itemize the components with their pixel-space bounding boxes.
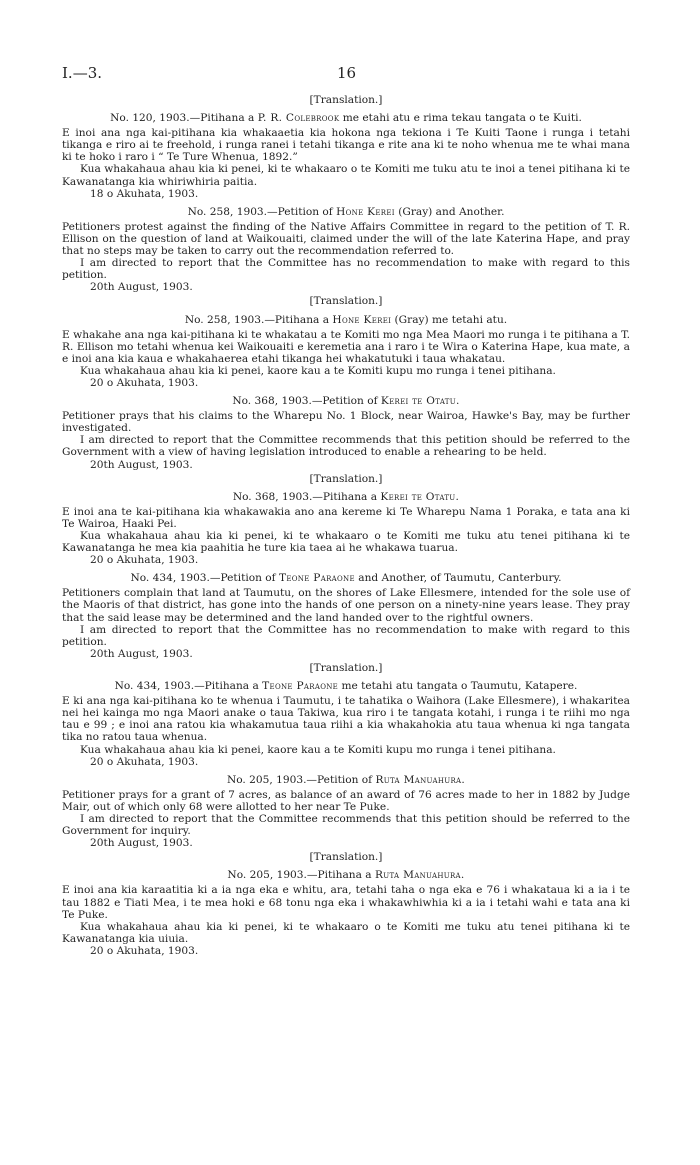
petition-paragraph: Petitioners complain that land at Taumutu, on the shores of Lake Ellesmere, intended for the sole use of the Maoris of that district, has gone into the hands of one person on a ninety-nine years lease. They pray that the said lease may be determined and the land handed over to the rightful owners.: [62, 587, 630, 624]
petition-paragraph: I am directed to report that the Committee recommends that this petition should be referred to the Government for inquiry.: [62, 812, 630, 838]
petition-section: [62, 206, 630, 294]
petition-paragraph: Kua whakahaua ahau kia ki penei, kaore kau a te Komiti kupu mo runga i tenei pitihana.: [80, 743, 556, 756]
petition-paragraph: E ki ana nga kai-pitihana ko te whenua i Taumutu, i te tahatika o Waihora (Lake Ellesmere), i whakaritea nei hei kainga mo nga Maori anake o taua Takiwa, kua riro i te tangata kotahi, i runga i te riihi mo nga tau e 99 ; e inoi ana ratou kia whakamutua taua riihi a kia whakahokia atu taua whenua ki nga tangata tika no ratou taua whenua.: [62, 695, 630, 744]
petitioner-name: Hone Kerei: [332, 313, 392, 326]
petition-heading: [62, 572, 630, 584]
petition-paragraph: Kua whakahaua ahau kia ki penei, ki te whakaaro o te Komiti me tuku atu tenei pitihana ki te Kawanatanga he mea kia paahitia he ture kia taea ai he whakawa tuarua.: [62, 530, 630, 555]
petition-section: [62, 572, 630, 660]
petition-paragraph: E inoi ana kia karaatitia ki a ia nga eka e whitu, ara, tetahi taha o nga eka e 76 i whakataua ki a ia i te tau 1882 e Tiati Mea, i te mea hoki e 68 tonu nga eka i whakawhiwhia ki a ia i tetahi wahi e tata ana ki Te Puke.: [62, 884, 630, 921]
translation-label: [Translation.]: [309, 94, 383, 106]
heading-suffix: (Gray) and Another.: [398, 205, 505, 218]
petition-paragraph: Kua whakahaua ahau kia ki penei, ki te whakaaro o te Komiti me tuku atu tenei pitihana ki te Kawanatanga kia uiuia.: [62, 920, 630, 945]
translation-label: [Translation.]: [309, 851, 383, 864]
petitioner-name: P. R. Colebrook: [257, 112, 340, 125]
petition-date: 20th August, 1903.: [90, 837, 193, 850]
petition-paragraph: I am directed to report that the Committee has no recommendation to make with regard to this petition.: [62, 257, 630, 282]
petition-section: [62, 395, 630, 471]
petition-date: 20 o Akuhata, 1903.: [90, 944, 199, 957]
petition-date: 20 o Akuhata, 1903.: [90, 376, 199, 389]
petitioner-name: Teone Paraone: [262, 680, 339, 693]
petition-date: 20 o Akuhata, 1903.: [90, 554, 199, 567]
heading-suffix: (Gray) me tetahi atu.: [394, 313, 508, 326]
petition-heading: [62, 314, 630, 326]
petition-paragraph: E inoi ana te kai-pitihana kia whakawakia ano ana kereme ki Te Wharepu Nama 1 Poraka, e tata ana ki Te Wairoa, Haaki Pei.: [62, 505, 630, 530]
petition-heading: [62, 395, 630, 407]
document-reference: I.—3.: [62, 64, 103, 82]
petition-paragraph: E whakahe ana nga kai-pitihana ki te whakatau a te Komiti mo nga Mea Maori mo runga i te pitihana a T. R. Ellison mo tetahi whenua kei Waikouaiti e keremetia ana i raro i te Wira o Katerina Hape, kua mate, a e inoi ana kia kaua e whakahaerea etahi tikanga hei whakatutuki i taua whakatau.: [62, 328, 630, 365]
petitioner-name: Hone Kerei: [336, 205, 395, 218]
petition-section: [62, 94, 630, 200]
page-number: 16: [337, 64, 357, 82]
heading-suffix: me tetahi atu tangata o Taumutu, Katapere.: [341, 680, 578, 693]
petition-paragraph: Petitioner prays for a grant of 7 acres, as balance of an award of 76 acres made to her in 1882 by Judge Mair, out of which only 68 were allotted to her near Te Puke.: [62, 788, 630, 813]
heading-prefix: No. 205, 1903.—Petition of: [226, 773, 373, 786]
heading-prefix: No. 434, 1903.—Petition of: [130, 572, 276, 585]
petition-section: [62, 662, 630, 768]
petition-date: 20th August, 1903.: [90, 458, 193, 471]
petition-heading: [62, 491, 630, 503]
petition-heading: [62, 206, 630, 218]
petition-date: 20th August, 1903.: [90, 647, 193, 660]
petition-date: 18 o Akuhata, 1903.: [90, 187, 199, 200]
translation-label: [Translation.]: [309, 661, 383, 674]
heading-prefix: No. 120, 1903.—Pitihana a: [110, 112, 255, 125]
heading-prefix: No. 205, 1903.—Pitihana a: [227, 869, 372, 882]
heading-prefix: No. 258, 1903.—Pitihana a: [184, 313, 330, 326]
heading-suffix: me etahi atu e rima tekau tangata o te Kuiti.: [342, 112, 582, 125]
petition-section: [62, 295, 630, 389]
heading-prefix: No. 434, 1903.—Pitihana a: [114, 680, 259, 693]
petition-paragraph: Petitioners protest against the finding of the Native Affairs Committee in regard to the petition of T. R. Ellison on the question of land at Waikouaiti, claimed under the will of the late Katerina Hape, and pray that no steps may be taken to carry out the recommendation referred to.: [62, 220, 630, 258]
petition-paragraph: I am directed to report that the Committee recommends that this petition should be referred to the Government with a view of having legislation introduced to enable a rehearing to be held.: [62, 434, 630, 459]
petition-heading: [62, 774, 630, 786]
page-header: [0, 0, 700, 100]
petitioner-name: Kerei te Otatu.: [380, 490, 460, 503]
petitioner-name: Kerei te Otatu.: [380, 395, 460, 408]
petition-paragraph: Petitioner prays that his claims to the Wharepu No. 1 Block, near Wairoa, Hawke's Bay, may be further investigated.: [62, 410, 630, 435]
petition-section: [62, 774, 630, 850]
translation-label: [Translation.]: [309, 472, 383, 485]
document-body: [62, 92, 630, 957]
petition-heading: [62, 112, 630, 124]
petition-section: [62, 851, 630, 957]
heading-prefix: No. 258, 1903.—Petition of: [187, 205, 333, 218]
petitioner-name: Ruta Manuahura.: [375, 869, 465, 882]
petition-paragraph: Kua whakahaua ahau kia ki penei, kaore kau a te Komiti kupu mo runga i tenei pitihana.: [80, 364, 556, 377]
petitioner-name: Ruta Manuahura.: [375, 773, 466, 786]
petition-paragraph: I am directed to report that the Committee has no recommendation to make with regard to this petition.: [62, 623, 630, 648]
heading-suffix: and Another, of Taumutu, Canterbury.: [358, 572, 562, 585]
translation-label: [Translation.]: [309, 295, 383, 308]
petition-date: 20 o Akuhata, 1903.: [90, 755, 199, 768]
petition-heading: [62, 869, 630, 881]
petition-paragraph: Kua whakahaua ahau kia ki penei, ki te whakaaro o te Komiti me tuku atu te inoi a tenei pitihana ki te Kawanatanga kia whiriwhiria paitia.: [62, 163, 630, 188]
petitioner-name: Teone Paraone: [278, 572, 355, 585]
heading-prefix: No. 368, 1903.—Pitihana a: [232, 490, 378, 503]
petition-section: [62, 473, 630, 567]
heading-prefix: No. 368, 1903.—Petition of: [232, 395, 378, 408]
petition-paragraph: E inoi ana nga kai-pitihana kia whakaaetia kia hokona nga tekiona i Te Kuiti Taone i runga i tetahi tikanga e riro ai te freehold, i runga ranei i tetahi tikanga e rite ana ki te noho whenua me te whai mana ki te hoko i raro i “ Te Ture Whenua, 1892.”: [62, 127, 630, 164]
petition-heading: [62, 680, 630, 692]
petition-date: 20th August, 1903.: [90, 281, 193, 294]
